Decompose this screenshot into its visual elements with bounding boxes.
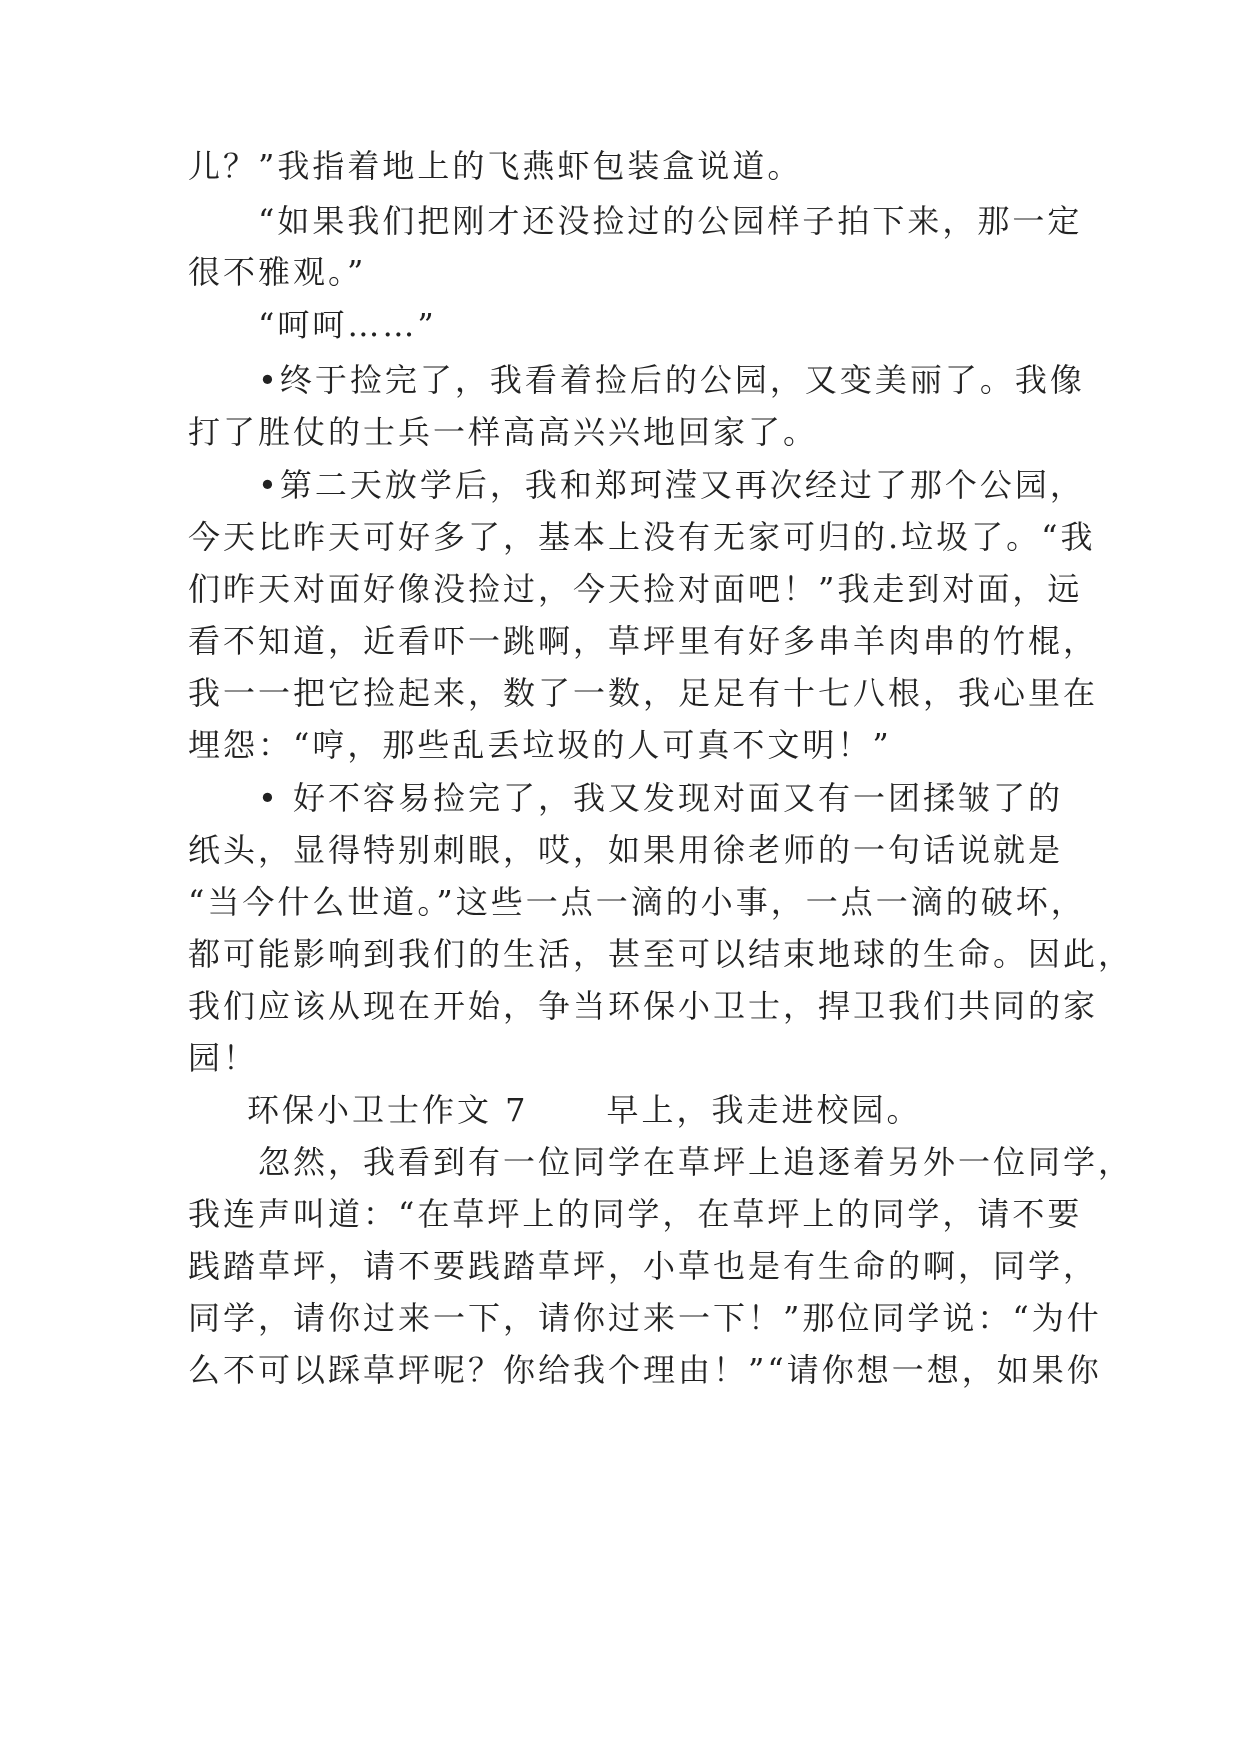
text-line: “呵呵……” xyxy=(258,306,437,344)
text-line: 打了胜仗的士兵一样高高兴兴地回家了。 xyxy=(188,413,819,451)
text-line: 我一一把它捡起来，数了一数，足足有十七八根，我心里在 xyxy=(188,674,1099,712)
text-line: 很不雅观。” xyxy=(188,253,367,291)
text-line: 我们应该从现在开始，争当环保小卫士，捍卫我们共同的家 xyxy=(188,987,1099,1025)
text-line: 看不知道，近看吓一跳啊，草坪里有好多串羊肉串的竹棍， xyxy=(188,622,1099,660)
text-line: 园！ xyxy=(188,1039,259,1077)
text-line: 同学，请你过来一下，请你过来一下！”那位同学说：“为什 xyxy=(188,1299,1102,1337)
text-line: •第二天放学后，我和郑珂滢又再次经过了那个公园， xyxy=(258,466,1085,504)
text-line: 我连声叫道：“在草坪上的同学，在草坪上的同学，请不要 xyxy=(188,1195,1083,1233)
text-line: 们昨天对面好像没捡过，今天捡对面吧！”我走到对面，远 xyxy=(188,570,1083,608)
text-line: 今天比昨天可好多了，基本上没有无家可归的.垃圾了。“我 xyxy=(188,518,1096,556)
text-line: 埋怨：“哼，那些乱丢垃圾的人可真不文明！” xyxy=(188,726,892,764)
text-line: 都可能影响到我们的生活，甚至可以结束地球的生命。因此， xyxy=(188,935,1134,973)
text-line: 儿？”我指着地上的飞燕虾包装盒说道。 xyxy=(188,147,803,185)
text-line: 么不可以踩草坪呢？你给我个理由！”“请你想一想，如果你 xyxy=(188,1351,1102,1389)
text-line: “如果我们把刚才还没捡过的公园样子拍下来，那一定 xyxy=(258,202,1083,240)
text-line: 纸头，显得特别刺眼，哎，如果用徐老师的一句话说就是 xyxy=(188,831,1064,869)
text-line: 践踏草坪，请不要践踏草坪，小草也是有生命的啊，同学， xyxy=(188,1247,1099,1285)
section-heading: 环保小卫士作文 7 xyxy=(247,1091,529,1129)
text-line: “当今什么世道。”这些一点一滴的小事，一点一滴的破坏， xyxy=(188,883,1086,921)
text-line: 早上，我走进校园。 xyxy=(606,1091,922,1129)
text-line: 忽然，我看到有一位同学在草坪上追逐着另外一位同学， xyxy=(258,1143,1134,1181)
text-line: • 好不容易捡完了，我又发现对面又有一团揉皱了的 xyxy=(258,779,1064,817)
text-line: •终于捡完了，我看着捡后的公园，又变美丽了。我像 xyxy=(258,361,1085,399)
section-heading-line xyxy=(247,1090,1127,1130)
